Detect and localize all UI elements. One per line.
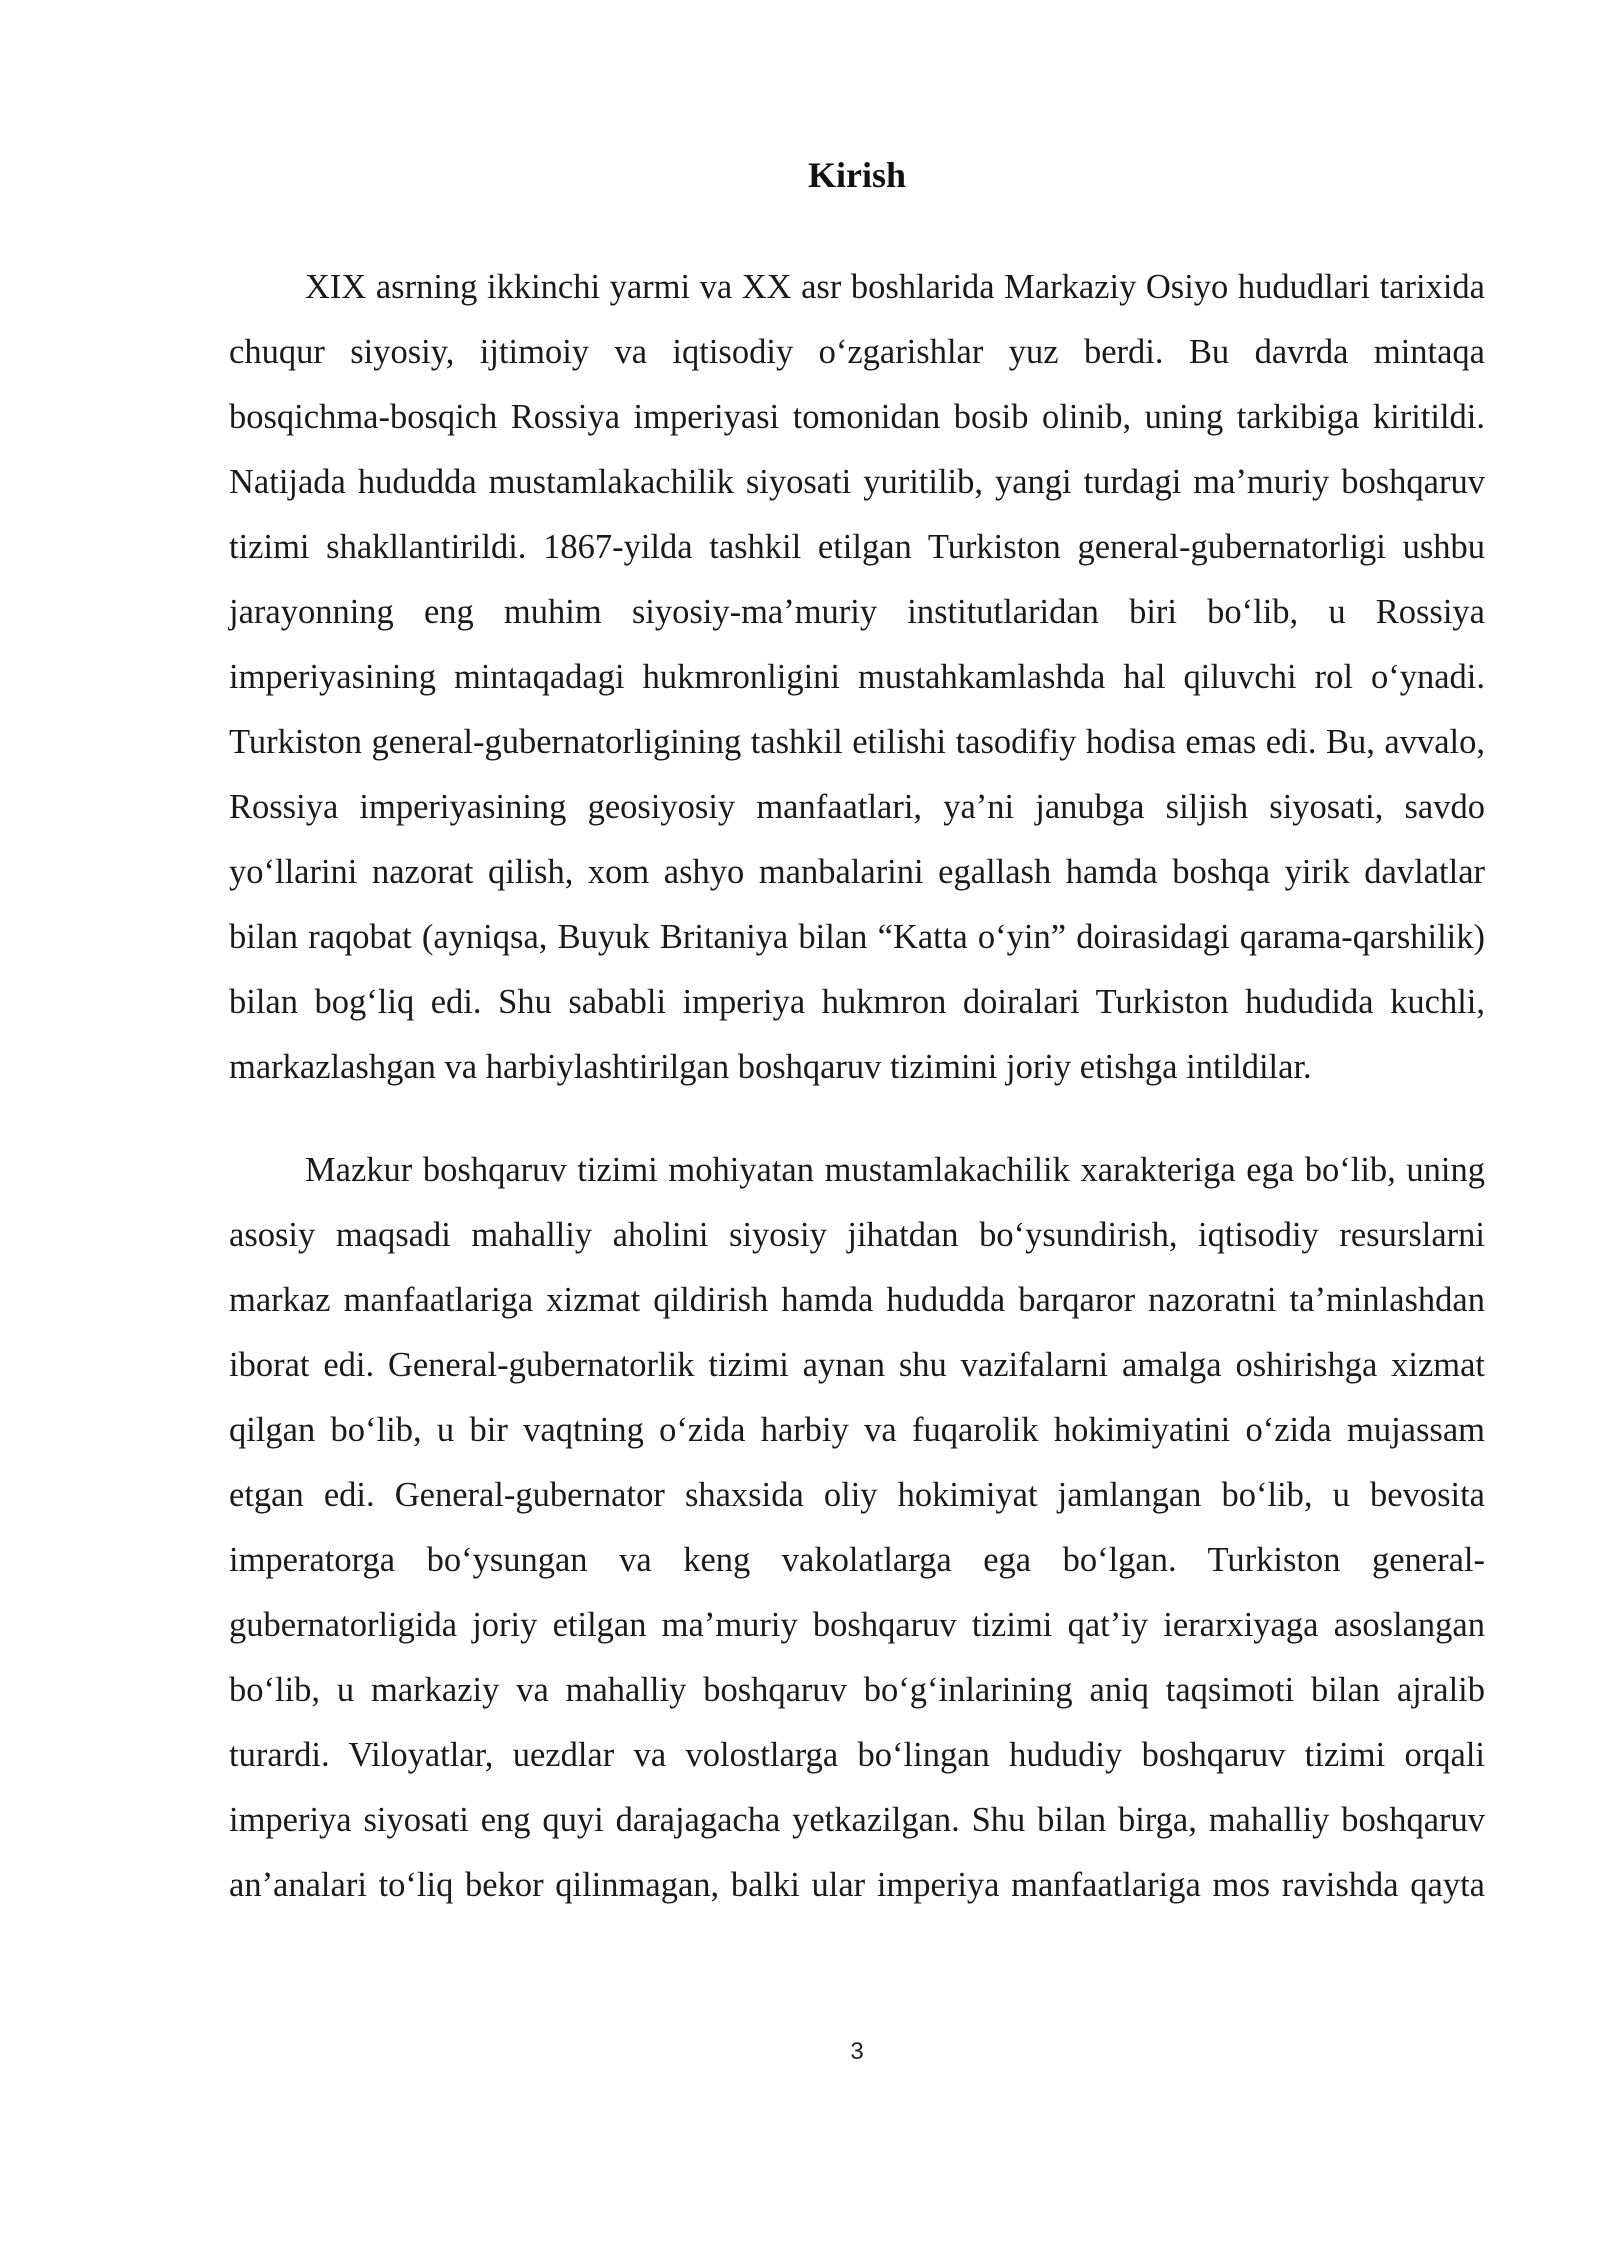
page-number: 3 — [850, 2038, 864, 2065]
body-text — [229, 255, 1485, 1918]
page-title: Kirish — [807, 155, 906, 195]
paragraph-1: XIX asrning ikkinchi yarmi va XX asr boshlarida Markaziy Osiyo hududlari tarixida chuqur siyosiy, ijtimoiy va iqtisodiy oʻzgarishlar yuz berdi. Bu davrda mintaqa bosqichma-bosqich Rossiya imperiyasi tomonidan bosib olinib, uning tarkibiga kiritildi. Natijada hududda mustamlakachilik siyosati yuritilib, yangi turdagi maʼmuriy boshqaruv tizimi shakllantirildi. 1867-yilda tashkil etilgan Turkiston general-gubernatorligi ushbu jarayonning eng muhim siyosiy-maʼmuriy institutlaridan biri boʻlib, u Rossiya imperiyasining mintaqadagi hukmronligini mustahkamlashda hal qiluvchi rol oʻynadi. Turkiston general-gubernatorligining tashkil etilishi tasodifiy hodisa emas edi. Bu, avvalo, Rossiya imperiyasining geosiyosiy manfaatlari, yaʼni janubga siljish siyosati, savdo yoʻllarini nazorat qilish, xom ashyo manbalarini egallash hamda boshqa yirik davlatlar bilan raqobat (ayniqsa, Buyuk Britaniya bilan “Katta oʻyin” doirasidagi qarama-qarshilik) bilan bogʻliq edi. Shu sababli imperiya hukmron doiralari Turkiston hududida kuchli, markazlashgan va harbiylashtirilgan boshqaruv tizimini joriy etishga intildilar. — [229, 268, 1485, 1086]
paragraph-2: Mazkur boshqaruv tizimi mohiyatan mustamlakachilik xarakteriga ega boʻlib, uning asosiy maqsadi mahalliy aholini siyosiy jihatdan boʻysundirish, iqtisodiy resurslarni markaz manfaatlariga xizmat qildirish hamda hududda barqaror nazoratni taʼminlashdan iborat edi. General-gubernatorlik tizimi aynan shu vazifalarni amalga oshirishga xizmat qilgan boʻlib, u bir vaqtning oʻzida harbiy va fuqarolik hokimiyatini oʻzida mujassam etgan edi. General-gubernator shaxsida oliy hokimiyat jamlangan boʻlib, u bevosita imperatorga boʻysungan va keng vakolatlarga ega boʻlgan. Turkiston general-gubernatorligida joriy etilgan maʼmuriy boshqaruv tizimi qatʼiy ierarxiyaga asoslangan boʻlib, u markaziy va mahalliy boshqaruv boʻgʻinlarining aniq taqsimoti bilan ajralib turardi. Viloyatlar, uezdlar va volostlarga boʻlingan hududiy boshqaruv tizimi orqali imperiya siyosati eng quyi darajagacha yetkazilgan. Shu bilan birga, mahalliy boshqaruv anʼanalari toʻliq bekor qilinmagan, balki ular imperiya manfaatlariga mos ravishda qayta — [229, 1151, 1485, 1904]
